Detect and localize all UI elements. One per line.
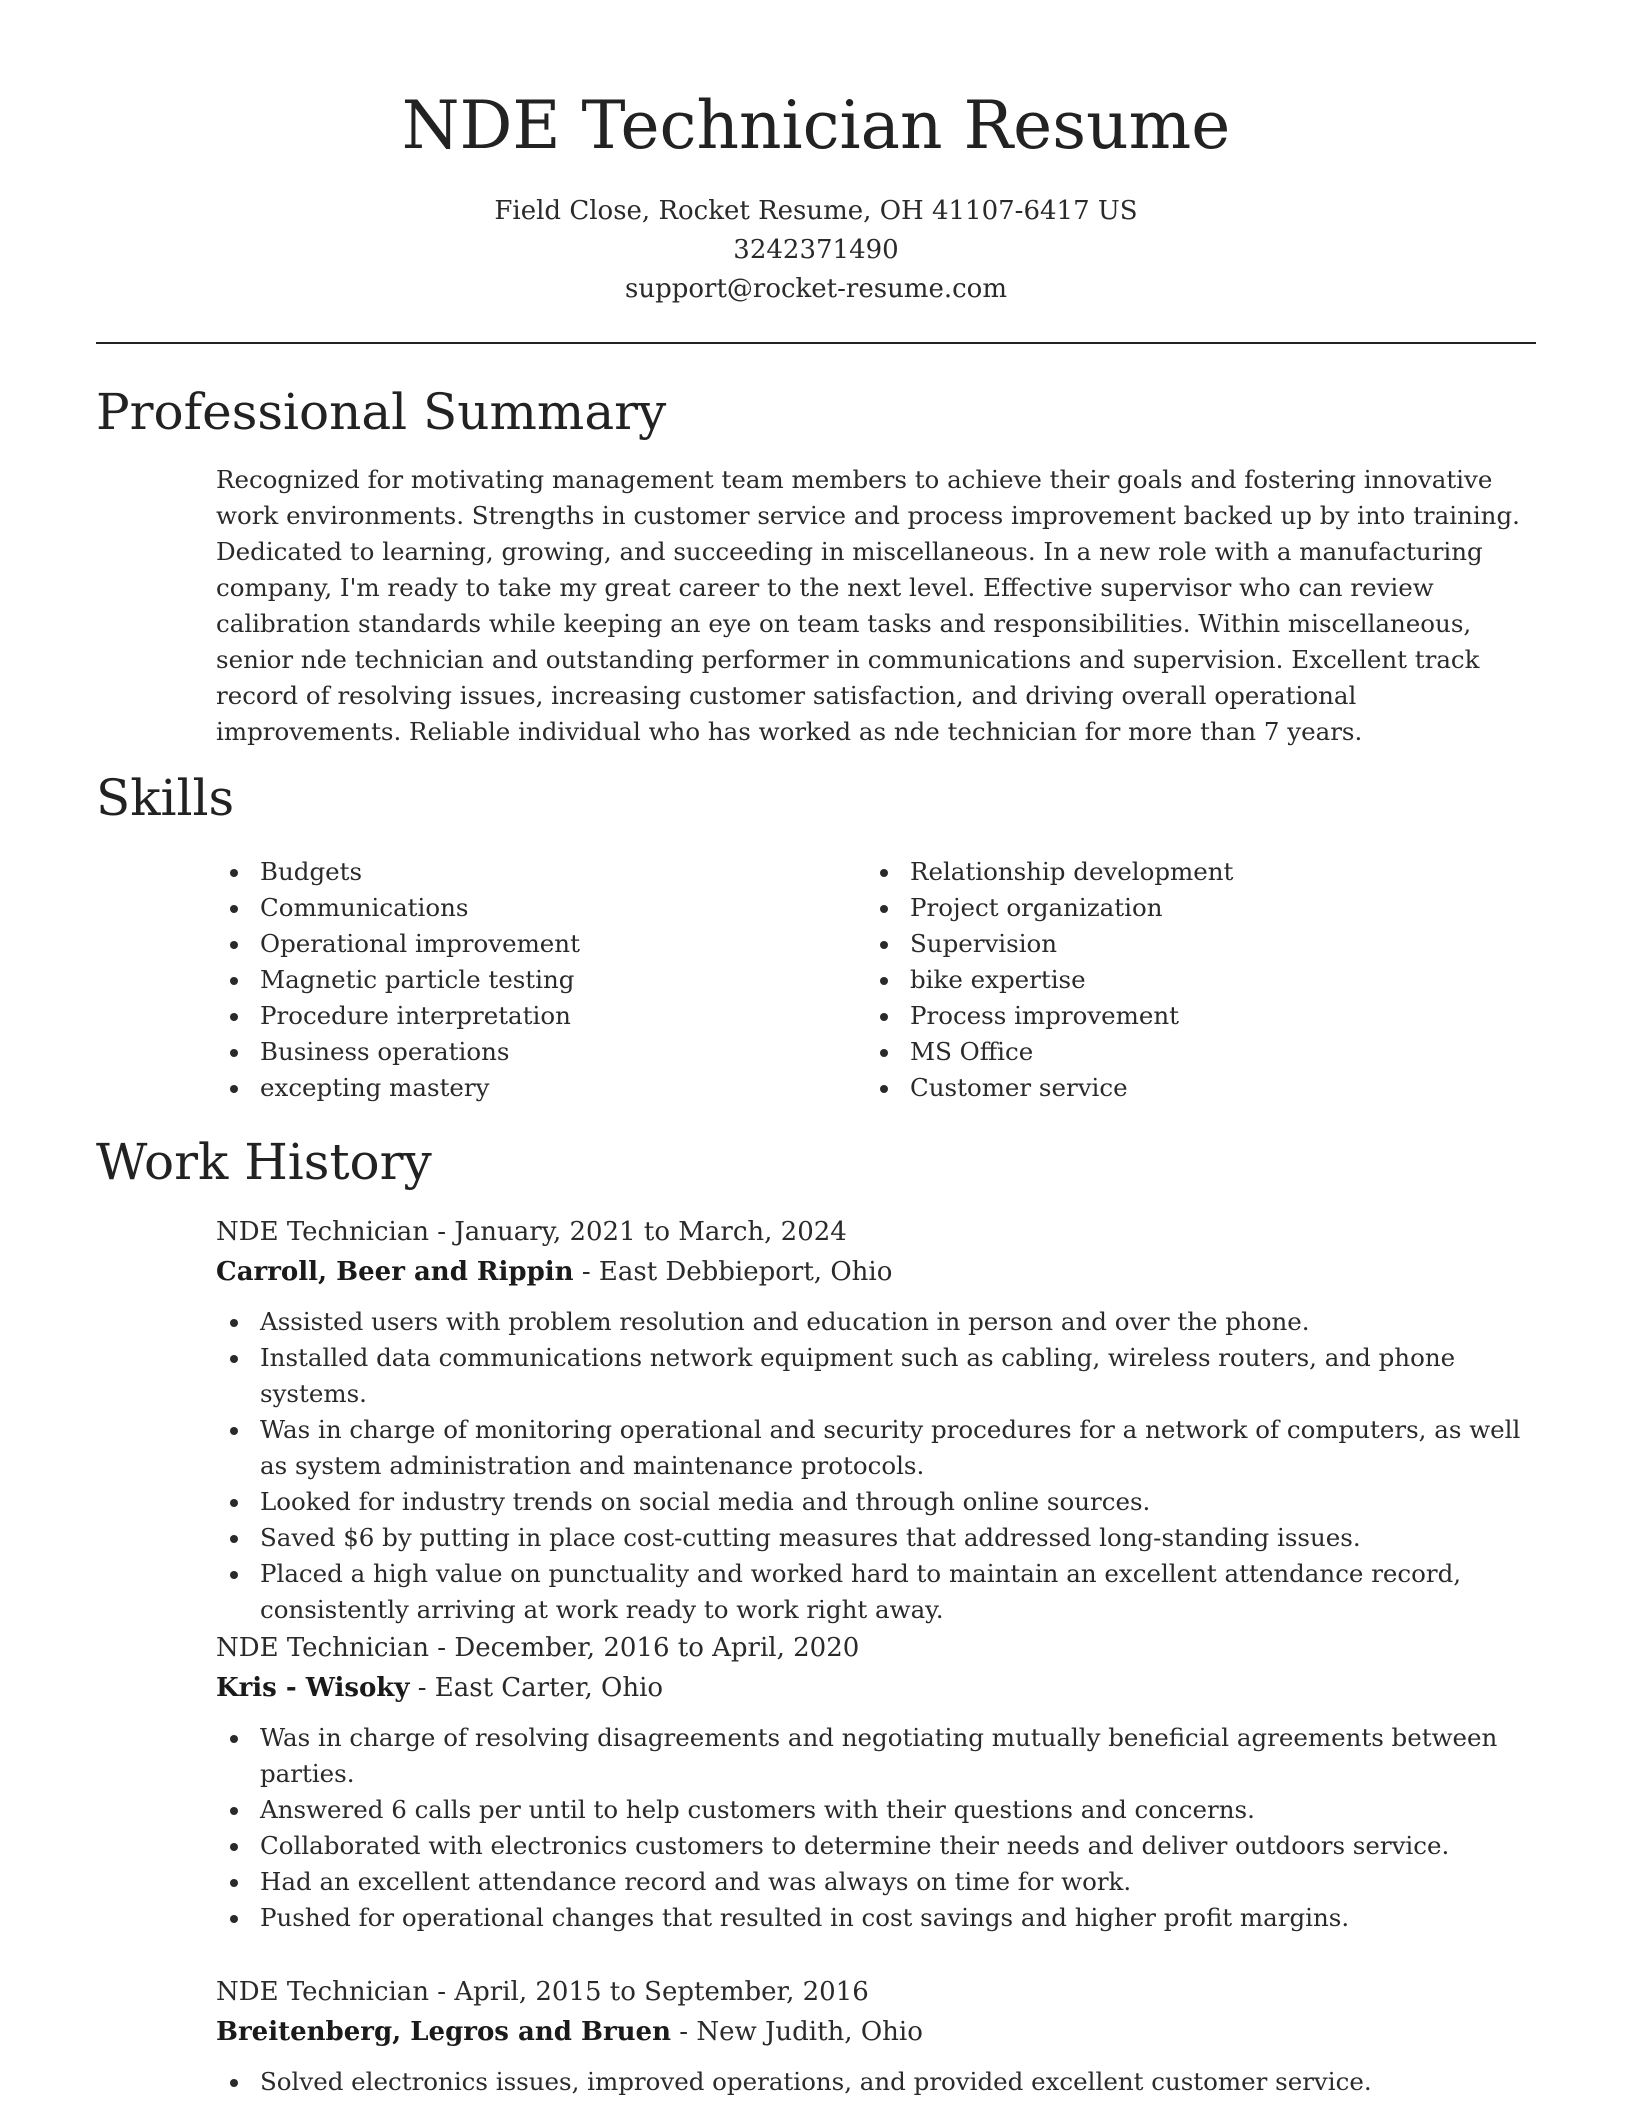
job-duty: Solved electronics issues, improved operations, and provided excellent customer service.: [216, 2064, 1536, 2100]
job-duties: [216, 2064, 1536, 2100]
skill-item: bike expertise: [866, 962, 1486, 998]
job-company: Breitenberg, Legros and Bruen: [216, 2017, 671, 2047]
job-location: - East Debbieport, Ohio: [573, 1257, 893, 1287]
skill-item: Supervision: [866, 926, 1486, 962]
job-company-line: [216, 1252, 1536, 1292]
job-duty: Was in charge of monitoring operational and security procedures for a network of computers, as well as system administration and maintenance protocols.: [216, 1412, 1536, 1484]
job-role: NDE Technician: [216, 1977, 430, 2007]
skill-item: MS Office: [866, 1034, 1486, 1070]
skill-item: Operational improvement: [216, 926, 836, 962]
email: support@rocket-resume.com: [624, 274, 1007, 304]
job-dates: - January, 2021 to March, 2024: [429, 1217, 847, 1247]
skill-item: Process improvement: [866, 998, 1486, 1034]
job-entry: [216, 1212, 1536, 1628]
skill-item: Project organization: [866, 890, 1486, 926]
job-company: Carroll, Beer and Rippin: [216, 1257, 574, 1287]
job-dates: - April, 2015 to September, 2016: [429, 1977, 869, 2007]
skill-item: Procedure interpretation: [216, 998, 836, 1034]
job-location: - East Carter, Ohio: [409, 1673, 664, 1703]
skill-item: Communications: [216, 890, 836, 926]
skill-item: Customer service: [866, 1070, 1486, 1106]
job-duty: Looked for industry trends on social media and through online sources.: [216, 1484, 1536, 1520]
job-company: Kris - Wisoky: [216, 1673, 410, 1703]
job-duty: Assisted users with problem resolution and education in person and over the phone.: [216, 1304, 1536, 1340]
skill-item: excepting mastery: [216, 1070, 836, 1106]
job-role: NDE Technician: [216, 1633, 430, 1663]
job-entry: [216, 1628, 1536, 1936]
job-duty: Installed data communications network equipment such as cabling, wireless routers, and phone systems.: [216, 1340, 1536, 1412]
skill-item: Relationship development: [866, 854, 1486, 890]
job-location: - New Judith, Ohio: [671, 2017, 923, 2047]
summary-heading: Professional Summary: [96, 383, 667, 441]
skill-item: Business operations: [216, 1034, 836, 1070]
job-duty: Had an excellent attendance record and was always on time for work.: [216, 1864, 1536, 1900]
job-duty: Answered 6 calls per until to help customers with their questions and concerns.: [216, 1792, 1536, 1828]
job-role-line: [216, 1628, 1536, 1668]
job-duty: Pushed for operational changes that resulted in cost savings and higher profit margins.: [216, 1900, 1536, 1936]
skill-item: Magnetic particle testing: [216, 962, 836, 998]
job-role-line: [216, 1212, 1536, 1252]
contact-block: [0, 192, 1632, 309]
resume-title: NDE Technician Resume: [401, 87, 1231, 164]
skills-list-right: [866, 854, 1486, 1106]
job-duties: [216, 1720, 1536, 1936]
job-duty: Was in charge of resolving disagreements and negotiating mutually beneficial agreements between parties.: [216, 1720, 1536, 1792]
job-company-line: [216, 2012, 1536, 2052]
job-entry: [216, 1972, 1536, 2100]
skills-list-left: [216, 854, 836, 1106]
job-role: NDE Technician: [216, 1217, 430, 1247]
job-duty: Saved $6 by putting in place cost-cutting measures that addressed long-standing issues.: [216, 1520, 1536, 1556]
phone: 3242371490: [733, 235, 899, 265]
job-duty: Placed a high value on punctuality and worked hard to maintain an excellent attendance record, consistently arriving at work ready to work right away.: [216, 1556, 1536, 1628]
summary-text: Recognized for motivating management team members to achieve their goals and fostering innovative work environments. Strengths in customer service and process improvement backed up by into training. Dedicated to learning, growing, and succeeding in miscellaneous. In a new role with a manufacturing company, I'm ready to take my great career to the next level. Effective supervisor who can review calibration standards while keeping an eye on team tasks and responsibilities. Within miscellaneous, senior nde technician and outstanding performer in communications and supervision. Excellent track record of resolving issues, increasing customer satisfaction, and driving overall operational improvements. Reliable individual who has worked as nde technician for more than 7 years.: [216, 465, 1520, 746]
header-divider: [96, 342, 1536, 344]
skill-item: Budgets: [216, 854, 836, 890]
job-duty: Collaborated with electronics customers to determine their needs and deliver outdoors service.: [216, 1828, 1536, 1864]
skills-heading: Skills: [96, 769, 235, 827]
address: Field Close, Rocket Resume, OH 41107-6417 US: [494, 196, 1138, 226]
job-company-line: [216, 1668, 1536, 1708]
job-dates: - December, 2016 to April, 2020: [429, 1633, 860, 1663]
job-role-line: [216, 1972, 1536, 2012]
work-history-heading: Work History: [96, 1133, 432, 1191]
job-duties: [216, 1304, 1536, 1628]
